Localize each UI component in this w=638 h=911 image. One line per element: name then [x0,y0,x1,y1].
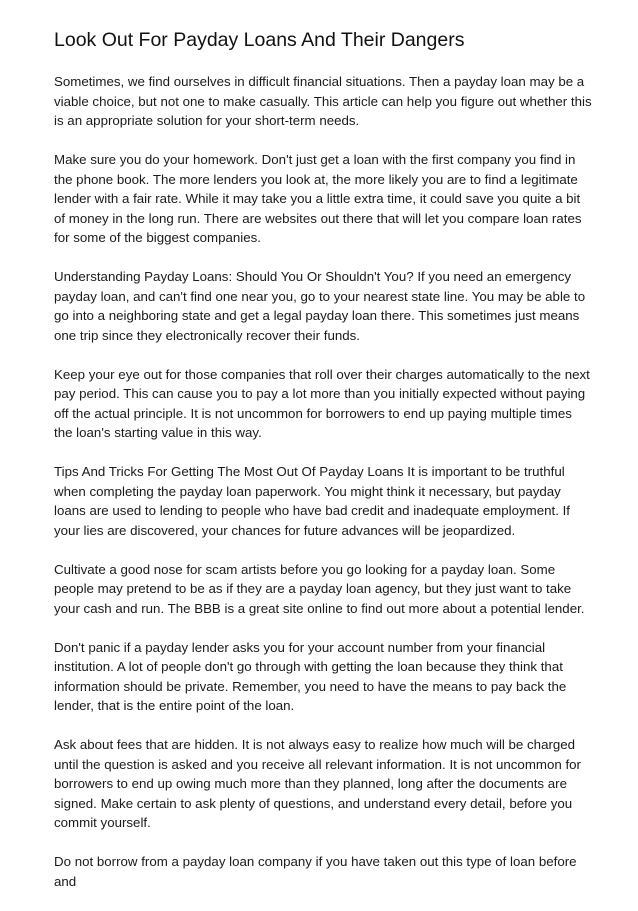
document-page [54,28,594,911]
paragraph-7: Don't panic if a payday lender asks you for your account number from your financial institution. A lot of people don't go through with getting the loan because they think that information should be private. Remember, you need to have the means to pay back the lender, that is the entire point of the loan. [54,639,567,713]
paragraph-9: Do not borrow from a payday loan company if you have taken out this type of loan before and [54,854,577,889]
paragraph-3: Understanding Payday Loans: Should You Or Shouldn't You? If you need an emergency payday loan, and can't find one near you, go to your nearest state line. You may be able to go into a neighboring state and get a legal payday loan there. This sometimes just means one trip since they electronically recover their funds. [54,269,586,343]
paragraph-1: Sometimes, we find ourselves in difficult financial situations. Then a payday loan may be a viable choice, but not one to make casually. This article can help you figure out whether this is an appropriate solution for your short-term needs. [54,74,592,128]
paragraph-8: Ask about fees that are hidden. It is not always easy to realize how much will be charged until the question is asked and you receive all relevant information. It is not uncommon for borrowers to end up owing much more than they planned, long after the documents are signed. Make certain to ask plenty of questions, and understand every detail, before you commit yourself. [54,737,581,830]
document-title: Look Out For Payday Loans And Their Dangers [54,29,465,51]
paragraph-2: Make sure you do your homework. Don't just get a loan with the first company you find in the phone book. The more lenders you look at, the more likely you are to find a legitimate lender with a fair rate. While it may take you a little extra time, it could save you quite a bit of money in the long run. There are websites out there that will let you compare loan rates for some of the biggest companies. [54,152,582,245]
paragraph-6: Cultivate a good nose for scam artists before you go looking for a payday loan. Some people may pretend to be as if they are a payday loan agency, but they just want to take your cash and run. The BBB is a great site online to find out more about a potential lender. [54,561,585,616]
paragraph-4: Keep your eye out for those companies that roll over their charges automatically to the next pay period. This can cause you to pay a lot more than you initially expected without paying off the actual principle. It is not uncommon for borrowers to end up paying multiple times the loan's starting value in this way. [54,366,590,440]
paragraph-5: Tips And Tricks For Getting The Most Out Of Payday Loans It is important to be truthful when completing the payday loan paperwork. You might think it necessary, but payday loans are used to lending to people who have bad credit and inadequate employment. If your lies are discovered, your chances for future advances will be jeopardized. [54,464,570,538]
